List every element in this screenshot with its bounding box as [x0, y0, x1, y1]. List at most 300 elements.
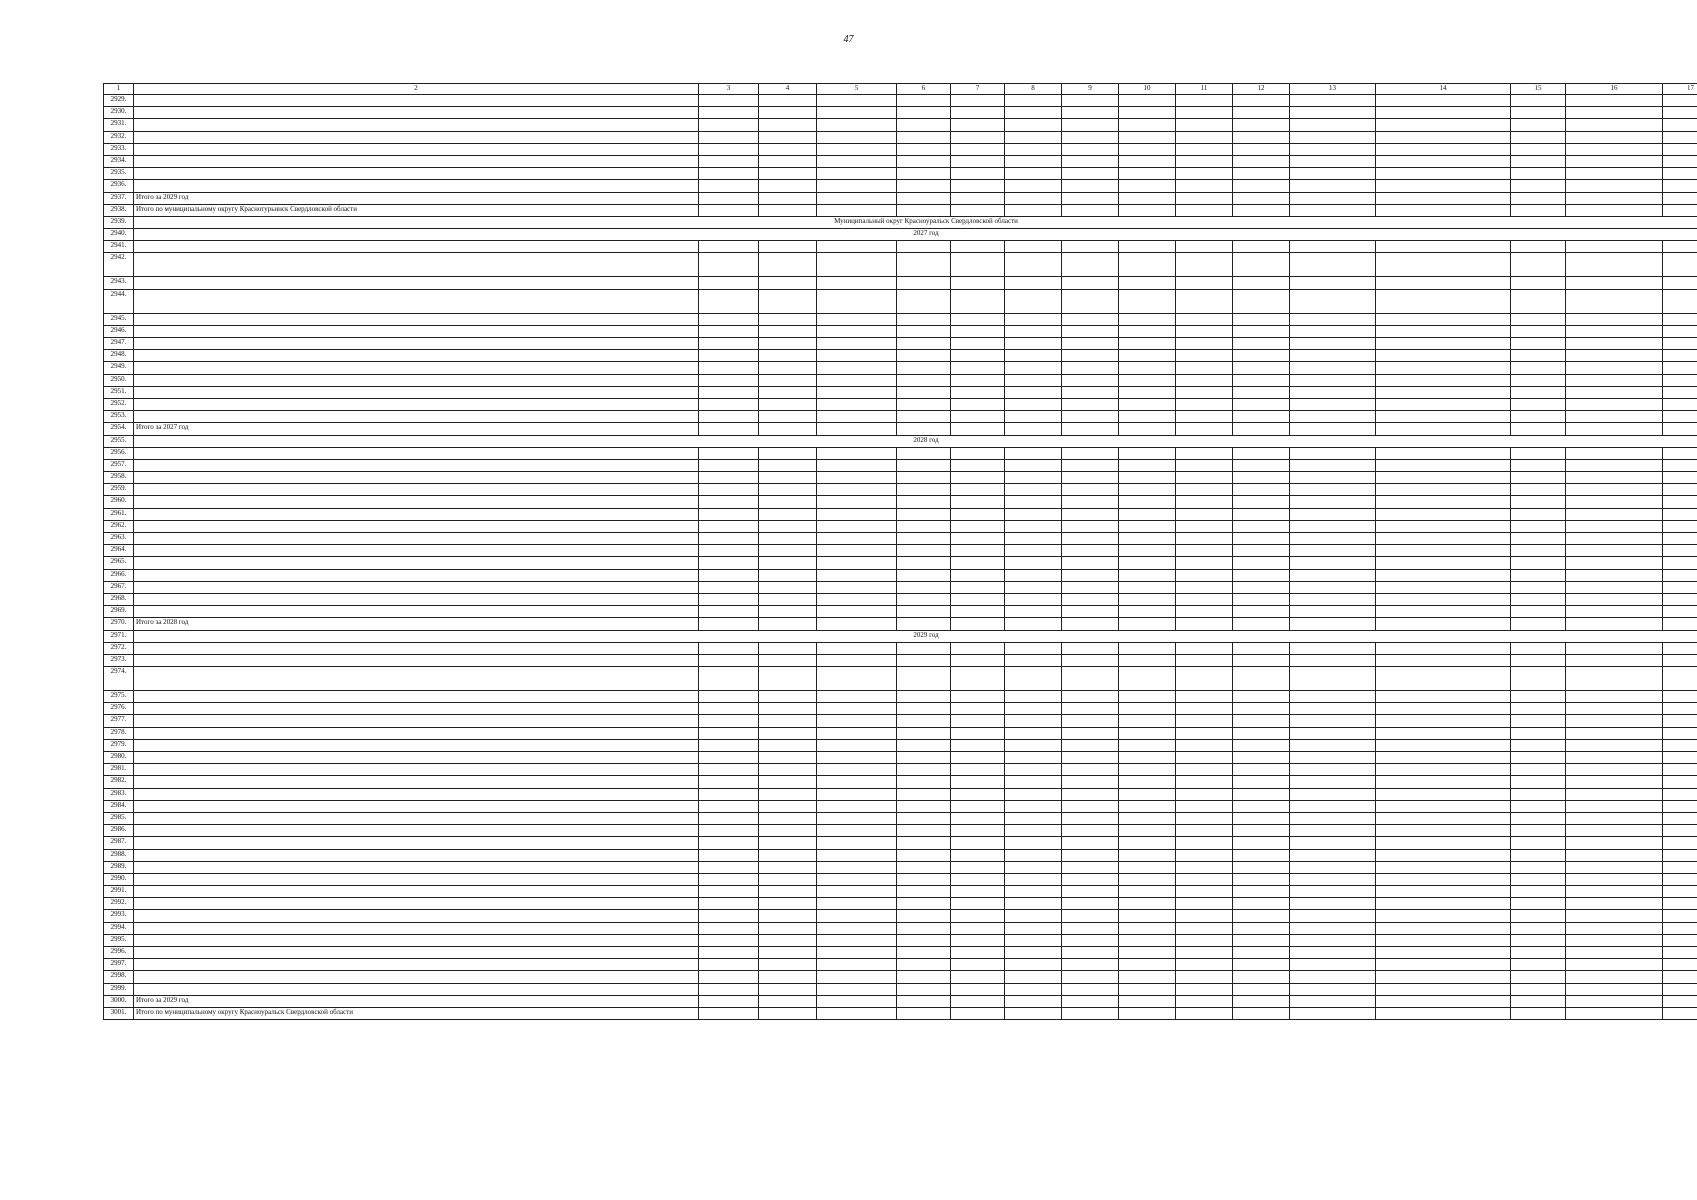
table-cell: [759, 119, 817, 131]
table-cell: [1119, 484, 1176, 496]
table-cell: [951, 447, 1005, 459]
table-cell: [1511, 277, 1566, 289]
table-cell: [817, 459, 897, 471]
table-cell: [817, 155, 897, 167]
table-cell: [1233, 180, 1290, 192]
table-cell: [759, 739, 817, 751]
table-cell: [1376, 618, 1511, 630]
table-cell: [1062, 533, 1119, 545]
table-cell: [1005, 715, 1062, 727]
table-cell: [951, 837, 1005, 849]
table-cell: [1663, 423, 1697, 435]
table-cell: [759, 325, 817, 337]
table-cell: [1566, 569, 1663, 581]
table-cell: [1062, 825, 1119, 837]
table-cell: [1176, 277, 1233, 289]
address-cell: [134, 95, 699, 107]
table-cell: [1566, 95, 1663, 107]
table-cell: [759, 520, 817, 532]
table-cell: [1119, 325, 1176, 337]
table-cell: [1233, 959, 1290, 971]
table-cell: [1119, 119, 1176, 131]
table-row: [104, 119, 1697, 131]
table-cell: [1376, 180, 1511, 192]
table-cell: [1663, 241, 1697, 253]
address-cell: [134, 886, 699, 898]
table-cell: [1176, 715, 1233, 727]
table-cell: [951, 934, 1005, 946]
table-cell: [1119, 910, 1176, 922]
table-cell: [1119, 764, 1176, 776]
table-cell: [1290, 253, 1376, 277]
table-cell: [1511, 739, 1566, 751]
table-cell: [759, 241, 817, 253]
table-cell: [897, 325, 951, 337]
table-cell: [897, 995, 951, 1007]
table-cell: [817, 898, 897, 910]
table-row: [104, 886, 1697, 898]
table-cell: [897, 508, 951, 520]
address-cell: [134, 520, 699, 532]
table-cell: [759, 350, 817, 362]
row-number-cell: 2935.: [104, 168, 134, 180]
table-cell: [897, 1007, 951, 1019]
table-cell: [699, 95, 759, 107]
row-number-cell: 2943.: [104, 277, 134, 289]
table-cell: [1062, 837, 1119, 849]
table-cell: [699, 569, 759, 581]
table-cell: [1290, 727, 1376, 739]
table-cell: [1290, 837, 1376, 849]
table-cell: [817, 557, 897, 569]
table-cell: [1176, 350, 1233, 362]
row-number-cell: 2975.: [104, 691, 134, 703]
table-cell: [1176, 947, 1233, 959]
table-cell: [897, 581, 951, 593]
table-cell: [1566, 618, 1663, 630]
table-cell: [1062, 204, 1119, 216]
table-cell: [1233, 398, 1290, 410]
table-cell: [699, 557, 759, 569]
column-number-cell: 5: [817, 84, 897, 95]
address-cell: [134, 155, 699, 167]
table-cell: [1376, 703, 1511, 715]
table-cell: [1290, 667, 1376, 691]
table-cell: [1062, 959, 1119, 971]
table-cell: [1663, 557, 1697, 569]
table-cell: [1176, 107, 1233, 119]
table-cell: [1005, 192, 1062, 204]
table-cell: [1511, 776, 1566, 788]
table-cell: [1511, 898, 1566, 910]
address-cell: [134, 934, 699, 946]
table-cell: [1511, 752, 1566, 764]
table-cell: [1376, 947, 1511, 959]
table-cell: [1176, 95, 1233, 107]
table-cell: [817, 508, 897, 520]
table-cell: [1290, 642, 1376, 654]
table-cell: [1290, 654, 1376, 666]
table-cell: [817, 618, 897, 630]
table-cell: [1511, 788, 1566, 800]
table-cell: [759, 800, 817, 812]
table-cell: [1176, 143, 1233, 155]
table-cell: [759, 910, 817, 922]
table-cell: [951, 131, 1005, 143]
table-cell: [1119, 155, 1176, 167]
table-cell: [1511, 1007, 1566, 1019]
row-number-cell: 3001.: [104, 1007, 134, 1019]
table-cell: [1663, 776, 1697, 788]
table-cell: [759, 459, 817, 471]
row-number-cell: 2962.: [104, 520, 134, 532]
row-number-cell: 2998.: [104, 971, 134, 983]
table-row: [104, 155, 1697, 167]
table-cell: [759, 934, 817, 946]
table-cell: [1176, 119, 1233, 131]
table-cell: [1511, 825, 1566, 837]
table-cell: [1511, 168, 1566, 180]
table-cell: [759, 447, 817, 459]
table-cell: [1062, 350, 1119, 362]
address-cell: [134, 472, 699, 484]
table-cell: [1176, 253, 1233, 277]
table-cell: [1566, 983, 1663, 995]
table-cell: [1511, 398, 1566, 410]
table-cell: [1233, 496, 1290, 508]
table-cell: [1119, 374, 1176, 386]
table-cell: [1290, 168, 1376, 180]
table-cell: [817, 119, 897, 131]
table-cell: [759, 898, 817, 910]
table-cell: [1290, 520, 1376, 532]
table-cell: [1511, 338, 1566, 350]
table-cell: [1566, 593, 1663, 605]
table-cell: [699, 143, 759, 155]
table-cell: [1376, 338, 1511, 350]
table-cell: [759, 667, 817, 691]
table-cell: [1005, 557, 1062, 569]
table-cell: [759, 472, 817, 484]
table-cell: [759, 776, 817, 788]
table-cell: [759, 107, 817, 119]
table-cell: [1511, 995, 1566, 1007]
address-cell: [134, 654, 699, 666]
table-cell: [1566, 886, 1663, 898]
table-cell: [1005, 180, 1062, 192]
table-cell: [1663, 812, 1697, 824]
table-cell: [1511, 508, 1566, 520]
table-cell: [1062, 569, 1119, 581]
table-row: [104, 727, 1697, 739]
table-cell: [699, 800, 759, 812]
row-number-cell: 2947.: [104, 338, 134, 350]
table-cell: [817, 447, 897, 459]
table-cell: [817, 398, 897, 410]
table-cell: [1663, 691, 1697, 703]
table-cell: [1119, 642, 1176, 654]
table-cell: [1062, 788, 1119, 800]
table-cell: [699, 959, 759, 971]
table-cell: [1176, 922, 1233, 934]
table-cell: [699, 703, 759, 715]
table-cell: [1566, 204, 1663, 216]
address-cell: Итого за 2027 год: [134, 423, 699, 435]
table-cell: [897, 922, 951, 934]
table-cell: [1005, 131, 1062, 143]
table-cell: [1062, 131, 1119, 143]
table-cell: [699, 764, 759, 776]
table-cell: [1376, 398, 1511, 410]
table-cell: [699, 289, 759, 313]
table-cell: [1233, 277, 1290, 289]
table-cell: [1062, 155, 1119, 167]
table-cell: [1376, 472, 1511, 484]
table-cell: [1062, 545, 1119, 557]
table-cell: [1566, 545, 1663, 557]
table-row: [104, 752, 1697, 764]
table-cell: [1062, 593, 1119, 605]
table-cell: [1176, 959, 1233, 971]
table-cell: [1062, 861, 1119, 873]
table-row: [104, 180, 1697, 192]
table-cell: [1233, 971, 1290, 983]
row-number-cell: 2971.: [104, 630, 134, 642]
table-cell: [1233, 411, 1290, 423]
column-number-cell: 12: [1233, 84, 1290, 95]
table-cell: [1376, 204, 1511, 216]
table-cell: [1119, 788, 1176, 800]
table-cell: [897, 606, 951, 618]
table-cell: [1062, 119, 1119, 131]
table-cell: [1005, 386, 1062, 398]
table-cell: [1119, 752, 1176, 764]
table-cell: [1176, 752, 1233, 764]
table-cell: [897, 107, 951, 119]
table-cell: [1663, 752, 1697, 764]
section-heading-row: [104, 216, 1697, 228]
table-cell: [1376, 107, 1511, 119]
table-cell: [1233, 837, 1290, 849]
table-cell: [1005, 484, 1062, 496]
address-cell: [134, 910, 699, 922]
table-cell: [1005, 898, 1062, 910]
table-cell: [759, 362, 817, 374]
table-cell: [1233, 95, 1290, 107]
table-cell: [817, 776, 897, 788]
table-cell: [699, 837, 759, 849]
table-cell: [1663, 155, 1697, 167]
table-cell: [1119, 338, 1176, 350]
table-cell: [1566, 812, 1663, 824]
table-cell: [1176, 192, 1233, 204]
table-cell: [1062, 143, 1119, 155]
table-cell: [1005, 520, 1062, 532]
table-cell: [1005, 861, 1062, 873]
table-cell: [817, 520, 897, 532]
table-cell: [1663, 119, 1697, 131]
table-cell: [1663, 143, 1697, 155]
table-cell: [1062, 654, 1119, 666]
row-number-cell: 2981.: [104, 764, 134, 776]
table-cell: [1663, 107, 1697, 119]
table-cell: [1176, 155, 1233, 167]
table-cell: [1119, 654, 1176, 666]
table-cell: [1005, 411, 1062, 423]
table-cell: [699, 192, 759, 204]
table-cell: [1176, 727, 1233, 739]
table-cell: [1566, 995, 1663, 1007]
table-cell: [1663, 934, 1697, 946]
row-number-cell: 2963.: [104, 533, 134, 545]
address-cell: [134, 861, 699, 873]
table-cell: [1663, 131, 1697, 143]
table-cell: [951, 374, 1005, 386]
table-cell: [699, 593, 759, 605]
table-cell: [1062, 386, 1119, 398]
table-cell: [699, 971, 759, 983]
table-cell: [1062, 423, 1119, 435]
table-cell: [1376, 837, 1511, 849]
table-cell: [897, 739, 951, 751]
table-cell: [1005, 107, 1062, 119]
table-cell: [1176, 849, 1233, 861]
table-cell: [1511, 313, 1566, 325]
table-cell: [1663, 484, 1697, 496]
table-row: [104, 703, 1697, 715]
table-cell: [1566, 788, 1663, 800]
table-cell: [951, 800, 1005, 812]
table-cell: [1376, 557, 1511, 569]
table-cell: [1290, 752, 1376, 764]
table-cell: [1566, 703, 1663, 715]
table-row: [104, 423, 1697, 435]
table-cell: [699, 484, 759, 496]
table-cell: [1566, 423, 1663, 435]
table-cell: [897, 752, 951, 764]
table-cell: [1005, 350, 1062, 362]
table-cell: [951, 313, 1005, 325]
table-cell: [1566, 715, 1663, 727]
table-row: [104, 947, 1697, 959]
table-cell: [1566, 459, 1663, 471]
row-number-cell: 2973.: [104, 654, 134, 666]
table-cell: [1119, 472, 1176, 484]
table-cell: [1119, 873, 1176, 885]
table-cell: [1005, 593, 1062, 605]
table-cell: [1290, 606, 1376, 618]
table-cell: [1511, 484, 1566, 496]
table-cell: [699, 398, 759, 410]
table-cell: [699, 776, 759, 788]
table-cell: [1176, 837, 1233, 849]
table-cell: [1233, 764, 1290, 776]
table-cell: [951, 277, 1005, 289]
table-cell: [1663, 873, 1697, 885]
table-row: [104, 459, 1697, 471]
table-cell: [1119, 825, 1176, 837]
table-cell: [1566, 800, 1663, 812]
table-cell: [1119, 107, 1176, 119]
table-cell: [1062, 338, 1119, 350]
table-cell: [1566, 739, 1663, 751]
table-cell: [1119, 459, 1176, 471]
table-cell: [1511, 581, 1566, 593]
table-cell: [1663, 496, 1697, 508]
table-cell: [1005, 764, 1062, 776]
table-cell: [817, 995, 897, 1007]
table-cell: [897, 496, 951, 508]
table-cell: [1376, 654, 1511, 666]
row-number-cell: 2991.: [104, 886, 134, 898]
column-number-cell: 4: [759, 84, 817, 95]
table-cell: [1062, 557, 1119, 569]
table-cell: [1290, 119, 1376, 131]
table-cell: [1663, 837, 1697, 849]
table-cell: [1233, 204, 1290, 216]
table-cell: [1233, 910, 1290, 922]
row-number-cell: 2969.: [104, 606, 134, 618]
table-cell: [1176, 764, 1233, 776]
table-cell: [1005, 752, 1062, 764]
table-cell: [1233, 861, 1290, 873]
table-cell: [1663, 520, 1697, 532]
row-number-cell: 2990.: [104, 873, 134, 885]
table-cell: [699, 107, 759, 119]
table-cell: [951, 983, 1005, 995]
table-cell: [1119, 386, 1176, 398]
table-cell: [1511, 180, 1566, 192]
section-heading-cell: 2029 год: [134, 630, 1697, 642]
table-cell: [699, 472, 759, 484]
table-cell: [1566, 667, 1663, 691]
table-cell: [1511, 837, 1566, 849]
table-cell: [1511, 606, 1566, 618]
table-cell: [1290, 386, 1376, 398]
table-cell: [1511, 569, 1566, 581]
table-cell: [817, 545, 897, 557]
table-cell: [1663, 459, 1697, 471]
column-number-cell: 9: [1062, 84, 1119, 95]
address-cell: [134, 569, 699, 581]
table-cell: [699, 788, 759, 800]
table-cell: [1062, 398, 1119, 410]
row-number-cell: 2946.: [104, 325, 134, 337]
table-cell: [1290, 508, 1376, 520]
table-row: [104, 520, 1697, 532]
table-cell: [951, 107, 1005, 119]
table-cell: [1119, 898, 1176, 910]
table-cell: [1176, 325, 1233, 337]
table-row: [104, 691, 1697, 703]
table-cell: [759, 873, 817, 885]
table-cell: [1566, 557, 1663, 569]
table-cell: [1062, 910, 1119, 922]
table-cell: [1376, 459, 1511, 471]
table-cell: [817, 533, 897, 545]
table-cell: [897, 971, 951, 983]
table-cell: [1566, 691, 1663, 703]
table-cell: [1176, 338, 1233, 350]
column-number-cell: 1: [104, 84, 134, 95]
address-cell: [134, 947, 699, 959]
table-cell: [1005, 691, 1062, 703]
table-cell: [897, 947, 951, 959]
table-cell: [1663, 447, 1697, 459]
table-cell: [1290, 557, 1376, 569]
table-cell: [1233, 107, 1290, 119]
table-cell: [1233, 374, 1290, 386]
